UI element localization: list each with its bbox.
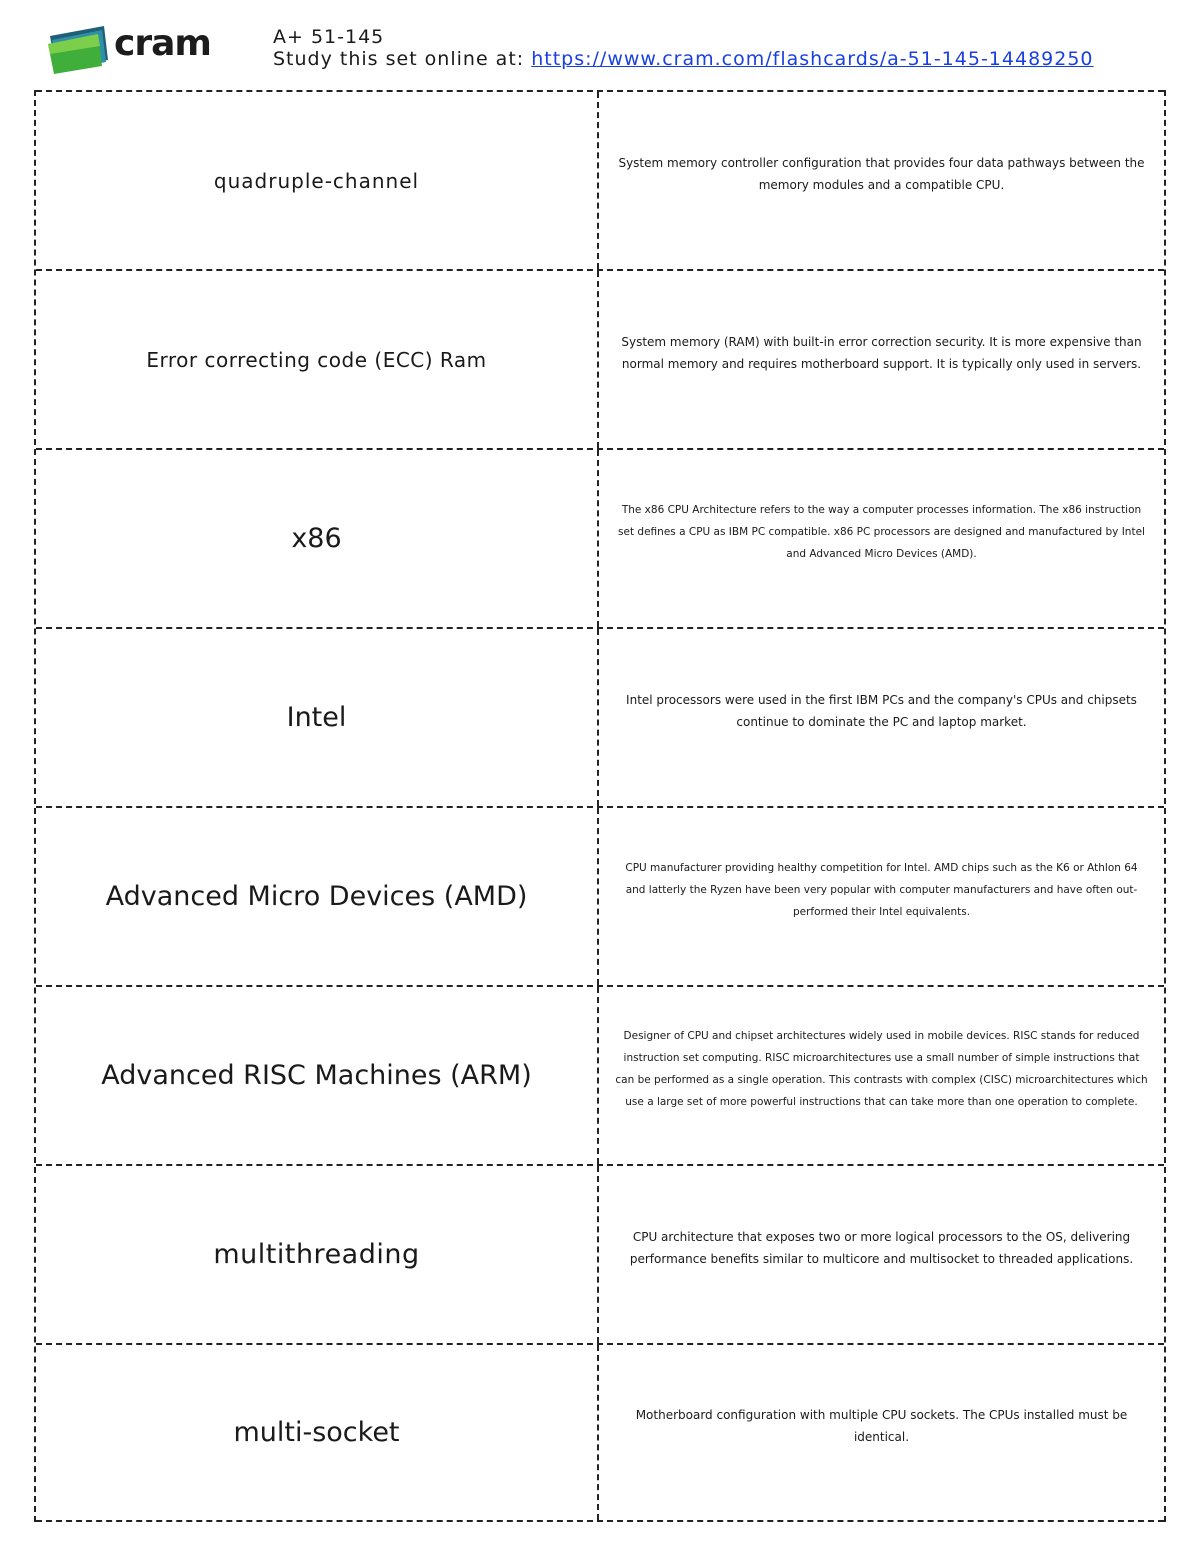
flashcard-row	[36, 269, 1164, 448]
flashcard-term: Advanced Micro Devices (AMD)	[36, 808, 599, 985]
flashcard-row	[36, 1164, 1164, 1343]
flashcard-row	[36, 627, 1164, 806]
flashcard-definition: System memory (RAM) with built-in error correction security. It is more expensive than normal memory and requires motherboard support. It is typically only used in servers.	[621, 334, 1142, 371]
flashcard-term: Error correcting code (ECC) Ram	[36, 271, 599, 448]
flashcard-term: quadruple-channel	[36, 92, 599, 269]
flashcard-row	[36, 806, 1164, 985]
flashcard-grid	[34, 90, 1166, 1522]
cram-logo[interactable]	[46, 20, 216, 76]
flashcard-row	[36, 985, 1164, 1164]
flashcard-term: Advanced RISC Machines (ARM)	[36, 987, 599, 1164]
study-online-prefix: Study this set online at:	[273, 48, 532, 70]
flashcard-definition: System memory controller configuration that provides four data pathways between the memory modules and a compatible CPU.	[618, 155, 1145, 192]
set-title: A+ 51-145	[273, 26, 385, 48]
flashcard-definition: Motherboard configuration with multiple CPU sockets. The CPUs installed must be identical.	[635, 1407, 1128, 1444]
flashcard-definition: The x86 CPU Architecture refers to the way a computer processes information. The x86 instruction set defines a CPU as IBM PC compatible. x86 PC processors are designed and manufactured by Intel and Advanced Micro Devices (AMD).	[618, 503, 1145, 560]
cram-logo-text: cram	[114, 23, 211, 64]
page-header	[0, 0, 1200, 86]
flashcard-definition: Designer of CPU and chipset architectures widely used in mobile devices. RISC stands for reduced instruction set computing. RISC microarchitectures use a small number of simple instructions that can be performed as a single operation. This contrasts with complex (CISC) microarchitectures which use a large set of more powerful instructions that can take more than one operation to complete.	[615, 1029, 1148, 1108]
flashcard-term: Intel	[36, 629, 599, 806]
study-online-link[interactable]: https://www.cram.com/flashcards/a-51-145-14489250	[531, 48, 1094, 70]
study-online-line	[273, 48, 1094, 70]
cram-logo-icon	[46, 22, 114, 74]
flashcard-term: multi-socket	[36, 1345, 599, 1520]
flashcard-term: multithreading	[36, 1166, 599, 1343]
flashcard-term: x86	[36, 450, 599, 627]
flashcard-row	[36, 1343, 1164, 1522]
flashcard-row	[36, 448, 1164, 627]
flashcard-definition: CPU manufacturer providing healthy competition for Intel. AMD chips such as the K6 or Athlon 64 and latterly the Ryzen have been very popular with computer manufacturers and have often out-performed their Intel equivalents.	[625, 861, 1138, 918]
flashcard-definition: Intel processors were used in the first IBM PCs and the company's CPUs and chipsets continue to dominate the PC and laptop market.	[626, 692, 1137, 729]
flashcard-definition: CPU architecture that exposes two or more logical processors to the OS, delivering performance benefits similar to multicore and multisocket to threaded applications.	[629, 1229, 1134, 1266]
flashcard-row	[36, 90, 1164, 269]
